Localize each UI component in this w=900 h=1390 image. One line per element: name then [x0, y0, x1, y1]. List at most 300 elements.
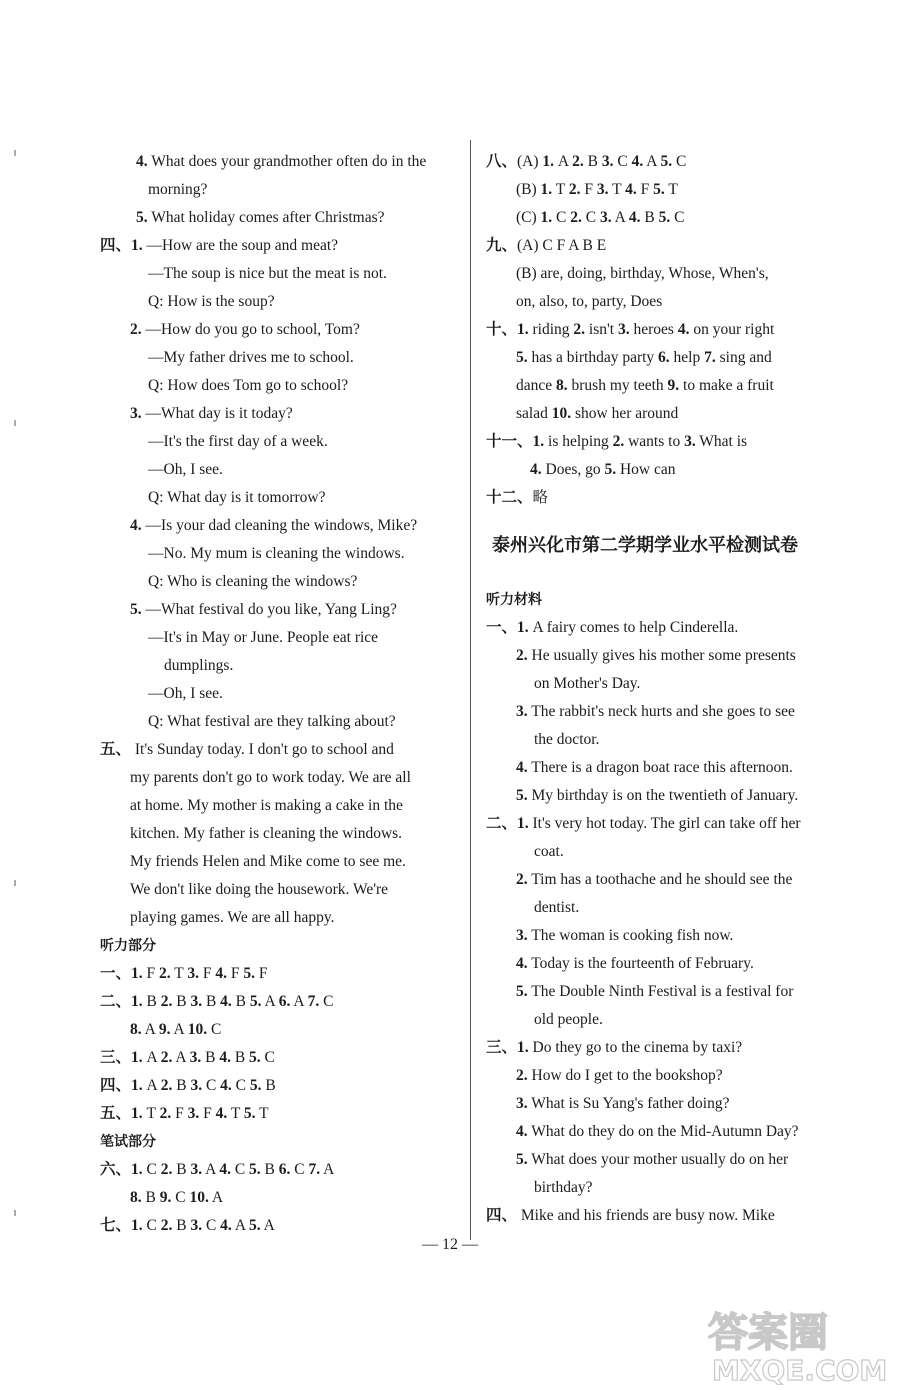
- line-text: What is: [695, 433, 748, 450]
- line-text: What do they do on the Mid-Autumn Day?: [527, 1123, 799, 1140]
- item-number: 3.: [516, 703, 528, 720]
- item-number: 3.: [190, 993, 203, 1010]
- line-text: It's Sunday today. I don't go to school and: [131, 741, 394, 758]
- line-text: —No. My mum is cleaning the windows.: [148, 545, 405, 562]
- item-number: 3.: [190, 1161, 203, 1178]
- item-number: 5.: [249, 1217, 261, 1234]
- answer-line: [148, 180, 207, 200]
- item-number: 七、: [100, 1217, 132, 1234]
- item-number: 1.: [532, 433, 545, 450]
- answer-line: [100, 1076, 276, 1096]
- line-text: on Mother's Day.: [534, 675, 641, 692]
- line-text: The rabbit's neck hurts and she goes to see: [527, 703, 795, 720]
- line-text: Today is the fourteenth of February.: [527, 955, 754, 972]
- item-number: 2.: [130, 321, 142, 338]
- item-number: 1.: [542, 153, 555, 170]
- line-text: —Oh, I see.: [148, 685, 223, 702]
- line-text: F: [171, 1105, 188, 1122]
- answer-line: [148, 292, 275, 312]
- line-text: B: [142, 993, 161, 1010]
- item-number: 5.: [516, 787, 528, 804]
- item-number: 7.: [704, 349, 716, 366]
- item-number: 1.: [517, 321, 529, 338]
- answer-line: [486, 1206, 775, 1226]
- watermark-text: 答案圈: [708, 1310, 828, 1356]
- item-number: 四、: [100, 1077, 132, 1094]
- item-number: 5.: [249, 1077, 262, 1094]
- item-number: 5.: [249, 1049, 261, 1066]
- item-number: 4.: [516, 1123, 528, 1140]
- answer-line: [136, 152, 426, 172]
- answer-line: [516, 1066, 723, 1086]
- answer-line: [130, 1188, 223, 1208]
- line-text: My birthday is on the twentieth of January.: [527, 787, 799, 804]
- item-number: 10.: [187, 1021, 208, 1038]
- line-text: F: [580, 181, 597, 198]
- answer-line: [486, 152, 686, 172]
- answer-line: [486, 320, 774, 340]
- item-number: 4.: [628, 209, 641, 226]
- line-text: B: [172, 993, 191, 1010]
- item-number: 1.: [517, 1039, 529, 1056]
- answer-line: [100, 1104, 269, 1124]
- answer-line: [148, 432, 328, 452]
- item-number: 2.: [160, 1077, 173, 1094]
- item-number: 8.: [556, 377, 568, 394]
- scan-edge-mark: [14, 420, 16, 426]
- item-number: 6.: [278, 1161, 291, 1178]
- line-text: F: [636, 181, 654, 198]
- line-text: T: [608, 181, 626, 198]
- item-number: 5.: [604, 461, 617, 478]
- item-number: 1.: [131, 237, 143, 254]
- item-number: 4.: [215, 965, 227, 982]
- item-number: 5.: [249, 993, 262, 1010]
- line-text: What does your mother usually do on her: [527, 1151, 789, 1168]
- line-text: B: [640, 209, 659, 226]
- item-number: 3.: [516, 1095, 528, 1112]
- answer-line: [534, 1178, 593, 1198]
- line-text: riding: [528, 321, 574, 338]
- line-text: Mike and his friends are busy now. Mike: [517, 1207, 775, 1224]
- line-text: He usually gives his mother some presents: [527, 647, 796, 664]
- item-number: 2.: [516, 1067, 528, 1084]
- line-text: Q: What day is it tomorrow?: [148, 489, 326, 506]
- line-text: T: [170, 965, 188, 982]
- scan-edge-mark: [14, 150, 16, 156]
- line-text: C: [260, 1049, 275, 1066]
- line-text: The woman is cooking fish now.: [527, 927, 734, 944]
- item-number: 4.: [677, 321, 690, 338]
- line-text: C: [142, 1161, 161, 1178]
- line-text: B: [261, 1077, 276, 1094]
- answer-line: [130, 516, 417, 536]
- answer-line: [516, 348, 772, 368]
- item-number: 十一、: [486, 433, 533, 450]
- item-number: 7.: [307, 993, 320, 1010]
- answer-line: [148, 628, 378, 648]
- item-number: 1.: [540, 181, 553, 198]
- line-text: Does, go: [541, 461, 605, 478]
- item-number: 1.: [131, 1049, 143, 1066]
- item-number: 二、: [486, 815, 518, 832]
- answer-line: [534, 1010, 603, 1030]
- item-number: 4.: [516, 759, 528, 776]
- answer-line: [516, 180, 678, 200]
- line-text: on your right: [689, 321, 775, 338]
- answer-line: [100, 236, 338, 256]
- item-number: 十、: [486, 321, 518, 338]
- item-number: 4.: [530, 461, 542, 478]
- item-number: 2.: [612, 433, 625, 450]
- line-text: —What day is it today?: [141, 405, 293, 422]
- item-number: 3.: [596, 181, 609, 198]
- answer-line: [100, 740, 394, 760]
- answer-line: [516, 1122, 799, 1142]
- line-text: 笔试部分: [100, 1134, 156, 1150]
- line-text: old people.: [534, 1011, 603, 1028]
- section-title: [492, 536, 798, 556]
- line-text: F: [199, 1105, 216, 1122]
- item-number: 1.: [517, 815, 529, 832]
- item-number: 8.: [130, 1189, 142, 1206]
- line-text: B: [141, 1189, 160, 1206]
- item-number: 1.: [540, 209, 553, 226]
- item-number: 4.: [215, 1105, 228, 1122]
- answer-line: [486, 432, 747, 452]
- line-text: has a birthday party: [527, 349, 659, 366]
- answer-line: [486, 488, 548, 508]
- line-text: birthday?: [534, 1179, 593, 1196]
- line-text: Do they go to the cinema by taxi?: [528, 1039, 743, 1056]
- item-number: 3.: [617, 321, 630, 338]
- line-text: C: [581, 209, 600, 226]
- line-text: C: [670, 209, 685, 226]
- line-text: B: [583, 153, 602, 170]
- line-text: C: [231, 1077, 250, 1094]
- item-number: 2.: [160, 993, 173, 1010]
- item-number: 三、: [100, 1049, 132, 1066]
- line-text: What does your grandmother often do in the: [147, 153, 427, 170]
- line-text: isn't: [585, 321, 618, 338]
- item-number: 5.: [653, 181, 665, 198]
- item-number: 8.: [130, 1021, 142, 1038]
- answer-line: [100, 964, 267, 984]
- answer-line: [130, 600, 397, 620]
- answer-line: [148, 376, 348, 396]
- line-text: A: [643, 153, 661, 170]
- item-number: 1.: [517, 619, 529, 636]
- answer-line: [100, 992, 333, 1012]
- answer-line: [486, 236, 606, 256]
- line-text: What holiday comes after Christmas?: [147, 209, 385, 226]
- answer-line: [148, 544, 405, 564]
- item-number: 2.: [160, 1049, 173, 1066]
- line-text: A: [320, 1161, 335, 1178]
- item-number: 5.: [516, 1151, 528, 1168]
- line-text: on, also, to, party, Does: [516, 293, 663, 310]
- answer-line: [534, 674, 640, 694]
- item-number: 2.: [573, 321, 586, 338]
- line-text: 听力材料: [486, 592, 542, 608]
- line-text: C: [613, 153, 632, 170]
- item-number: 2.: [159, 965, 171, 982]
- line-text: —How are the soup and meat?: [142, 237, 339, 254]
- line-text: F: [254, 965, 268, 982]
- item-number: 5.: [130, 601, 142, 618]
- line-text: —Is your dad cleaning the windows, Mike?: [141, 517, 418, 534]
- answer-line: [148, 572, 357, 592]
- answer-line: [130, 768, 411, 788]
- line-text: A: [290, 993, 308, 1010]
- item-number: 5.: [660, 153, 673, 170]
- line-text: A: [231, 1217, 250, 1234]
- answer-line: [516, 954, 754, 974]
- line-text: How can: [616, 461, 676, 478]
- answer-line: [530, 460, 676, 480]
- answer-line: [516, 646, 796, 666]
- item-number: 5.: [136, 209, 148, 226]
- answer-line: [148, 264, 387, 284]
- item-number: 5.: [516, 983, 528, 1000]
- page-number: — 12 —: [422, 1236, 478, 1253]
- item-number: 3.: [130, 405, 142, 422]
- line-text: C: [552, 209, 571, 226]
- item-number: 1.: [131, 1217, 143, 1234]
- scan-edge-mark: [14, 1210, 16, 1216]
- line-text: coat.: [534, 843, 564, 860]
- item-number: 二、: [100, 993, 132, 1010]
- item-number: 2.: [160, 1217, 173, 1234]
- item-number: 1.: [131, 1161, 143, 1178]
- item-number: 6.: [278, 993, 291, 1010]
- item-number: 3.: [190, 1077, 203, 1094]
- item-number: 5.: [658, 209, 671, 226]
- item-number: 十二、: [486, 489, 533, 506]
- item-number: 10.: [551, 405, 572, 422]
- line-text: C: [290, 1161, 309, 1178]
- item-number: 4.: [219, 1161, 231, 1178]
- item-number: 4.: [220, 1217, 232, 1234]
- item-number: 5.: [243, 965, 255, 982]
- answer-line: [516, 1094, 729, 1114]
- answer-line: [130, 404, 293, 424]
- section-subheading: [486, 590, 542, 610]
- line-text: A: [261, 993, 279, 1010]
- line-text: We don't like doing the housework. We're: [130, 881, 389, 898]
- line-text: T: [227, 1105, 244, 1122]
- line-text: (B): [516, 181, 541, 198]
- answer-line: [164, 656, 233, 676]
- answer-line: [486, 814, 801, 834]
- item-number: 4.: [625, 181, 637, 198]
- answer-line: [130, 908, 335, 928]
- answer-line: [516, 292, 662, 312]
- item-number: 10.: [189, 1189, 209, 1206]
- watermark-url: MXQE.COM: [712, 1354, 888, 1385]
- line-text: (A): [517, 153, 543, 170]
- item-number: 1.: [131, 965, 143, 982]
- line-text: C: [230, 1161, 250, 1178]
- line-text: F: [226, 965, 244, 982]
- line-text: C: [202, 1077, 221, 1094]
- line-text: A: [170, 1021, 188, 1038]
- line-text: morning?: [148, 181, 208, 198]
- answer-line: [148, 684, 223, 704]
- line-text: T: [664, 181, 678, 198]
- item-number: 3.: [601, 153, 614, 170]
- line-text: F: [198, 965, 216, 982]
- line-text: C: [207, 1021, 222, 1038]
- line-text: C: [202, 1217, 221, 1234]
- line-text: salad: [516, 405, 552, 422]
- item-number: 五、: [100, 741, 132, 758]
- item-number: 3.: [187, 1105, 200, 1122]
- line-text: The Double Ninth Festival is a festival for: [527, 983, 794, 1000]
- item-number: 4.: [130, 517, 142, 534]
- line-text: dentist.: [534, 899, 580, 916]
- line-text: sing and: [715, 349, 772, 366]
- answer-line: [148, 460, 223, 480]
- watermark-logo: [700, 1300, 895, 1385]
- line-text: A: [260, 1217, 275, 1234]
- line-text: How do I get to the bookshop?: [527, 1067, 723, 1084]
- item-number: 一、: [100, 965, 132, 982]
- line-text: heroes: [629, 321, 678, 338]
- item-number: 9.: [159, 1189, 172, 1206]
- item-number: 1.: [131, 993, 143, 1010]
- item-number: 2.: [516, 871, 528, 888]
- line-text: My friends Helen and Mike come to see me.: [130, 853, 406, 870]
- item-number: 3.: [187, 965, 199, 982]
- line-text: A fairy comes to help Cinderella.: [528, 619, 739, 636]
- item-number: 3.: [599, 209, 612, 226]
- line-text: Tim has a toothache and he should see the: [527, 871, 793, 888]
- line-text: 听力部分: [100, 938, 156, 954]
- answer-line: [534, 898, 579, 918]
- answer-line: [130, 796, 403, 816]
- line-text: B: [201, 1049, 220, 1066]
- line-text: —What festival do you like, Yang Ling?: [141, 601, 397, 618]
- line-text: —It's the first day of a week.: [148, 433, 328, 450]
- line-text: B: [230, 1049, 250, 1066]
- line-text: —How do you go to school, Tom?: [141, 321, 360, 338]
- line-text: at home. My mother is making a cake in the: [130, 797, 403, 814]
- line-text: C: [672, 153, 687, 170]
- item-number: 4.: [516, 955, 528, 972]
- line-text: dance: [516, 377, 557, 394]
- answer-line: [100, 1048, 275, 1068]
- item-number: 2.: [516, 647, 528, 664]
- answer-line: [516, 404, 678, 424]
- item-number: 九、: [486, 237, 518, 254]
- line-text: C: [319, 993, 334, 1010]
- item-number: 2.: [159, 1105, 172, 1122]
- line-text: —My father drives me to school.: [148, 349, 354, 366]
- answer-line: [136, 208, 385, 228]
- answer-line: [130, 1020, 221, 1040]
- answer-line: [534, 842, 564, 862]
- item-number: 六、: [100, 1161, 132, 1178]
- answer-line: [148, 488, 326, 508]
- item-number: 4.: [219, 1049, 231, 1066]
- line-text: B: [172, 1161, 191, 1178]
- line-text: (C): [516, 209, 541, 226]
- column-divider: [470, 140, 471, 1240]
- line-text: T: [255, 1105, 269, 1122]
- line-text: A: [208, 1189, 224, 1206]
- line-text: What is Su Yang's father doing?: [527, 1095, 730, 1112]
- item-number: 2.: [568, 181, 581, 198]
- line-text: T: [142, 1105, 160, 1122]
- answer-line: [534, 730, 599, 750]
- answer-line: [516, 208, 684, 228]
- line-text: help: [669, 349, 705, 366]
- line-text: —Oh, I see.: [148, 461, 223, 478]
- line-text: C: [171, 1189, 190, 1206]
- line-text: It's very hot today. The girl can take off her: [528, 815, 801, 832]
- line-text: (B) are, doing, birthday, Whose, When's,: [516, 265, 769, 282]
- answer-line: [516, 786, 798, 806]
- line-text: A: [554, 153, 573, 170]
- item-number: 7.: [308, 1161, 321, 1178]
- item-number: 4.: [136, 153, 148, 170]
- line-text: There is a dragon boat race this afternoon.: [527, 759, 793, 776]
- answer-line: [148, 712, 396, 732]
- item-number: 2.: [160, 1161, 173, 1178]
- answer-line: [516, 702, 795, 722]
- section-subheading: [100, 936, 156, 956]
- scan-edge-mark: [14, 880, 16, 886]
- item-number: 2.: [572, 153, 584, 170]
- line-text: 略: [532, 489, 549, 506]
- answer-line: [516, 758, 793, 778]
- item-number: 四、: [486, 1207, 518, 1224]
- item-number: 1.: [131, 1105, 143, 1122]
- item-number: 4.: [631, 153, 644, 170]
- line-text: Q: Who is cleaning the windows?: [148, 573, 358, 590]
- answer-line: [130, 320, 360, 340]
- item-number: 五、: [100, 1105, 132, 1122]
- line-text: A: [172, 1049, 190, 1066]
- answer-line: [148, 348, 354, 368]
- item-number: 5.: [243, 1105, 256, 1122]
- line-text: B: [202, 993, 221, 1010]
- line-text: the doctor.: [534, 731, 600, 748]
- line-text: —The soup is nice but the meat is not.: [148, 265, 387, 282]
- line-text: wants to: [624, 433, 685, 450]
- item-number: 4.: [220, 1077, 232, 1094]
- line-text: A: [142, 1077, 161, 1094]
- item-number: 3.: [516, 927, 528, 944]
- line-text: B: [260, 1161, 279, 1178]
- answer-line: [516, 926, 733, 946]
- item-number: 3.: [190, 1217, 203, 1234]
- item-number: 2.: [570, 209, 582, 226]
- line-text: Q: How does Tom go to school?: [148, 377, 349, 394]
- answer-line: [516, 1150, 788, 1170]
- line-text: kitchen. My father is cleaning the windows.: [130, 825, 403, 842]
- item-number: 四、: [100, 237, 132, 254]
- line-text: F: [142, 965, 160, 982]
- item-number: 5.: [249, 1161, 261, 1178]
- line-text: Q: What festival are they talking about?: [148, 713, 396, 730]
- line-text: is helping: [544, 433, 613, 450]
- item-number: 3.: [189, 1049, 202, 1066]
- line-text: A: [141, 1021, 159, 1038]
- line-text: A: [142, 1049, 161, 1066]
- line-text: 泰州兴化市第二学期学业水平检测试卷: [492, 535, 798, 556]
